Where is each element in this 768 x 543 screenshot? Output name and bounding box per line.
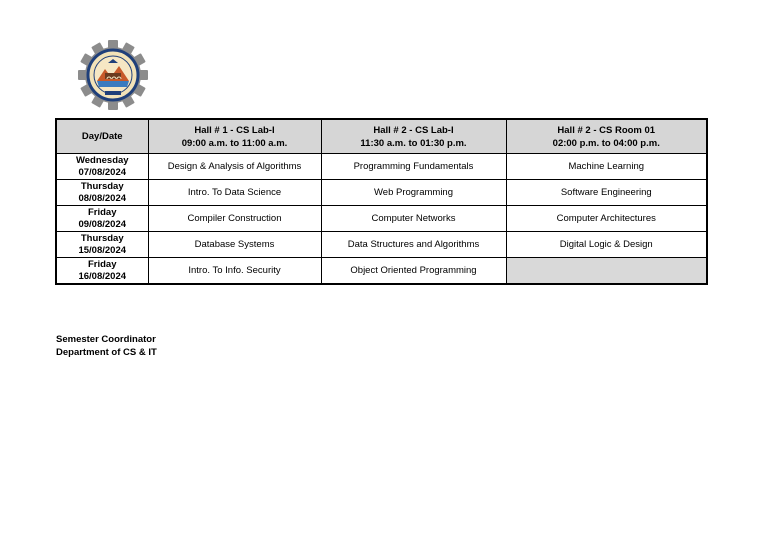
hall-time: 02:00 p.m. to 04:00 p.m.: [552, 137, 660, 149]
table-row: [56, 232, 707, 258]
date-label: 08/08/2024: [78, 192, 127, 204]
coordinator-title: Semester Coordinator: [56, 334, 156, 345]
date-label: 16/08/2024: [78, 270, 127, 282]
signature-block: [56, 333, 157, 359]
day-label: Thursday: [80, 180, 124, 192]
table-row: [56, 154, 707, 180]
course-cell: Computer Architectures: [506, 206, 707, 232]
course-cell: Object Oriented Programming: [321, 258, 506, 285]
course-cell: Compiler Construction: [148, 206, 321, 232]
department-name: Department of CS & IT: [56, 347, 157, 358]
date-label: 15/08/2024: [78, 244, 127, 256]
date-label: 09/08/2024: [78, 218, 127, 230]
table-row: [56, 206, 707, 232]
course-cell: Digital Logic & Design: [506, 232, 707, 258]
hall-name: Hall # 2 - CS Lab-I: [373, 124, 454, 136]
date-cell: [56, 180, 148, 206]
date-label: 07/08/2024: [78, 166, 127, 178]
course-cell: Software Engineering: [506, 180, 707, 206]
course-cell: Design & Analysis of Algorithms: [148, 154, 321, 180]
day-label: Wednesday: [75, 154, 129, 166]
hall-time: 09:00 a.m. to 11:00 a.m.: [181, 137, 288, 149]
course-cell: Web Programming: [321, 180, 506, 206]
hall-name: Hall # 2 - CS Room 01: [557, 124, 656, 136]
course-cell: Intro. To Info. Security: [148, 258, 321, 285]
exam-schedule-table: [55, 118, 708, 285]
hall-name: Hall # 1 - CS Lab-I: [194, 124, 275, 136]
day-label: Thursday: [80, 232, 124, 244]
course-cell: Database Systems: [148, 232, 321, 258]
header-day-date: Day/Date: [56, 119, 148, 154]
date-cell: [56, 154, 148, 180]
course-cell: Intro. To Data Science: [148, 180, 321, 206]
table-row: [56, 258, 707, 285]
date-cell: [56, 258, 148, 285]
course-cell: Machine Learning: [506, 154, 707, 180]
course-cell: Data Structures and Algorithms: [321, 232, 506, 258]
empty-course-cell: [506, 258, 707, 285]
header-hall-2: [321, 119, 506, 154]
table-row: [56, 180, 707, 206]
date-cell: [56, 206, 148, 232]
header-hall-3: [506, 119, 707, 154]
course-cell: Computer Networks: [321, 206, 506, 232]
course-cell: Programming Fundamentals: [321, 154, 506, 180]
header-hall-1: [148, 119, 321, 154]
university-logo: [73, 40, 153, 110]
day-label: Friday: [87, 258, 117, 270]
gear-emblem-icon: [73, 40, 153, 110]
date-cell: [56, 232, 148, 258]
hall-time: 11:30 a.m. to 01:30 p.m.: [360, 137, 467, 149]
table-header-row: [56, 119, 707, 154]
day-label: Friday: [87, 206, 117, 218]
